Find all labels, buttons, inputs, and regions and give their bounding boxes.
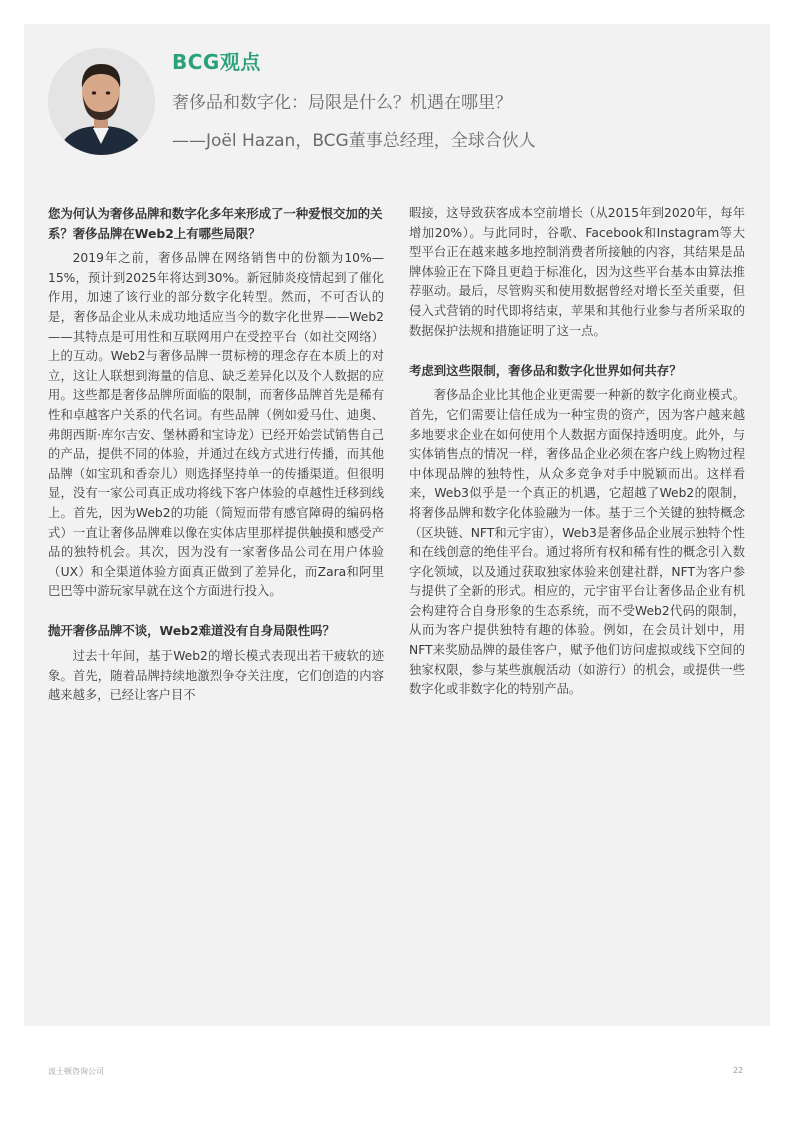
portrait-illustration bbox=[48, 48, 155, 155]
answer-paragraph: 2019年之前，奢侈品牌在网络销售中的份额为10%—15%，预计到2025年将达到30%。新冠肺炎疫情起到了催化作用，加速了该行业的部分数字化转型。然而，不可否认的是，奢侈品企业从未成功地适应当今的数字化世界——Web2——其特点是可用性和互联网用户在受控平台（如社交网络）上的互动。Web2与奢侈品牌一贯标榜的理念存在本质上的对立，这让人联想到海量的信息、缺乏差异化以及个人数据的应用。这些都是奢侈品牌所面临的限制，而奢侈品牌首先是稀有性和卓越客户关系的代名词。有些品牌（例如爱马仕、迪奥、弗朗西斯·库尔吉安、堡林爵和宝诗龙）已经开始尝试销售自己的产品，提供不同的体验，并通过在线方式进行传播，而其他品牌（如宝玑和香奈儿）则选择坚持单一的传播渠道。但很明显，没有一家公司真正成功将线下客户体验的卓越性迁移到线上。首先，因为Web2的功能（简短而带有感官障碍的编码格式）一直让奢侈品牌难以像在实体店里那样提供触摸和感受产品的独特机会。其次，因为没有一家奢侈品公司在用户体验（UX）和全渠道体验方面真正做到了差异化，而Zara和阿里巴巴等中游玩家早就在这个方面进行投入。 bbox=[48, 251, 384, 599]
page-subtitle: 奢侈品和数字化：局限是什么？机遇在哪里？ bbox=[172, 93, 512, 113]
author-attribution: ——Joël Hazan，BCG董事总经理，全球合伙人 bbox=[172, 131, 536, 151]
left-column bbox=[48, 204, 384, 706]
question-heading: 抛开奢侈品牌不谈，Web2难道没有自身局限性吗？ bbox=[48, 623, 335, 639]
question-heading: 您为何认为奢侈品牌和数字化多年来形成了一种爱恨交加的关系？奢侈品牌在Web2上有哪些局限？ bbox=[48, 206, 383, 241]
question-heading: 考虑到这些限制，奢侈品和数字化世界如何共存？ bbox=[409, 362, 682, 378]
answer-paragraph: 过去十年间，基于Web2的增长模式表现出若干疲软的迹象。首先，随着品牌持续地激烈争夺关注度，它们创造的内容越来越多，已经让客户目不 bbox=[48, 649, 384, 703]
footer-publisher: 波士顿咨询公司 bbox=[48, 1067, 104, 1076]
author-portrait bbox=[48, 48, 155, 155]
right-column bbox=[409, 204, 745, 700]
answer-paragraph: 奢侈品企业比其他企业更需要一种新的数字化商业模式。首先，它们需要让信任成为一种宝贵的资产，因为客户越来越多地要求企业在如何使用个人数据方面保持透明度。此外，与实体销售点的情况一样，奢侈品企业必须在客户线上购物过程中体现品牌的独特性，从众多竞争对手中脱颖而出。这样看来，Web3似乎是一个真正的机遇，它超越了Web2的限制，将奢侈品牌和数字化体验融为一体。基于三个关键的独特概念（区块链、NFT和元宇宙），Web3是奢侈品企业展示独特个性和在线创意的绝佳平台。通过将所有权和稀有性的概念引入数字化领域，以及通过获取独家体验来创建社群，NFT为客户参与提供了全新的形式。相应的，元宇宙平台让奢侈品企业有机会构建符合自身形象的生态系统，而不受Web2代码的限制，从而为客户提供独特有趣的体验。例如，在会员计划中，用NFT来奖励品牌的最佳客户，赋予他们访问虚拟或线下空间的独家权限，参与某些旗舰活动（如游行）的机会，或提供一些数字化或非数字化的特别产品。 bbox=[409, 388, 745, 697]
answer-paragraph-continued: 暇接，这导致获客成本空前增长（从2015年到2020年，每年增加20%）。与此同时，谷歌、Facebook和Instagram等大型平台正在越来越多地控制消费者所接触的内容，其结果是品牌体验正在下降且更趋于标准化，因为这些平台基本由算法推荐驱动。最后，尽管购买和使用数据曾经对增长至关重要，但侵入式营销的时代即将结束，苹果和其他行业参与者所采取的数据保护法规和措施证明了这一点。 bbox=[409, 206, 745, 338]
page-number: 22 bbox=[733, 1066, 744, 1075]
page-title: BCG观点 bbox=[172, 50, 261, 74]
